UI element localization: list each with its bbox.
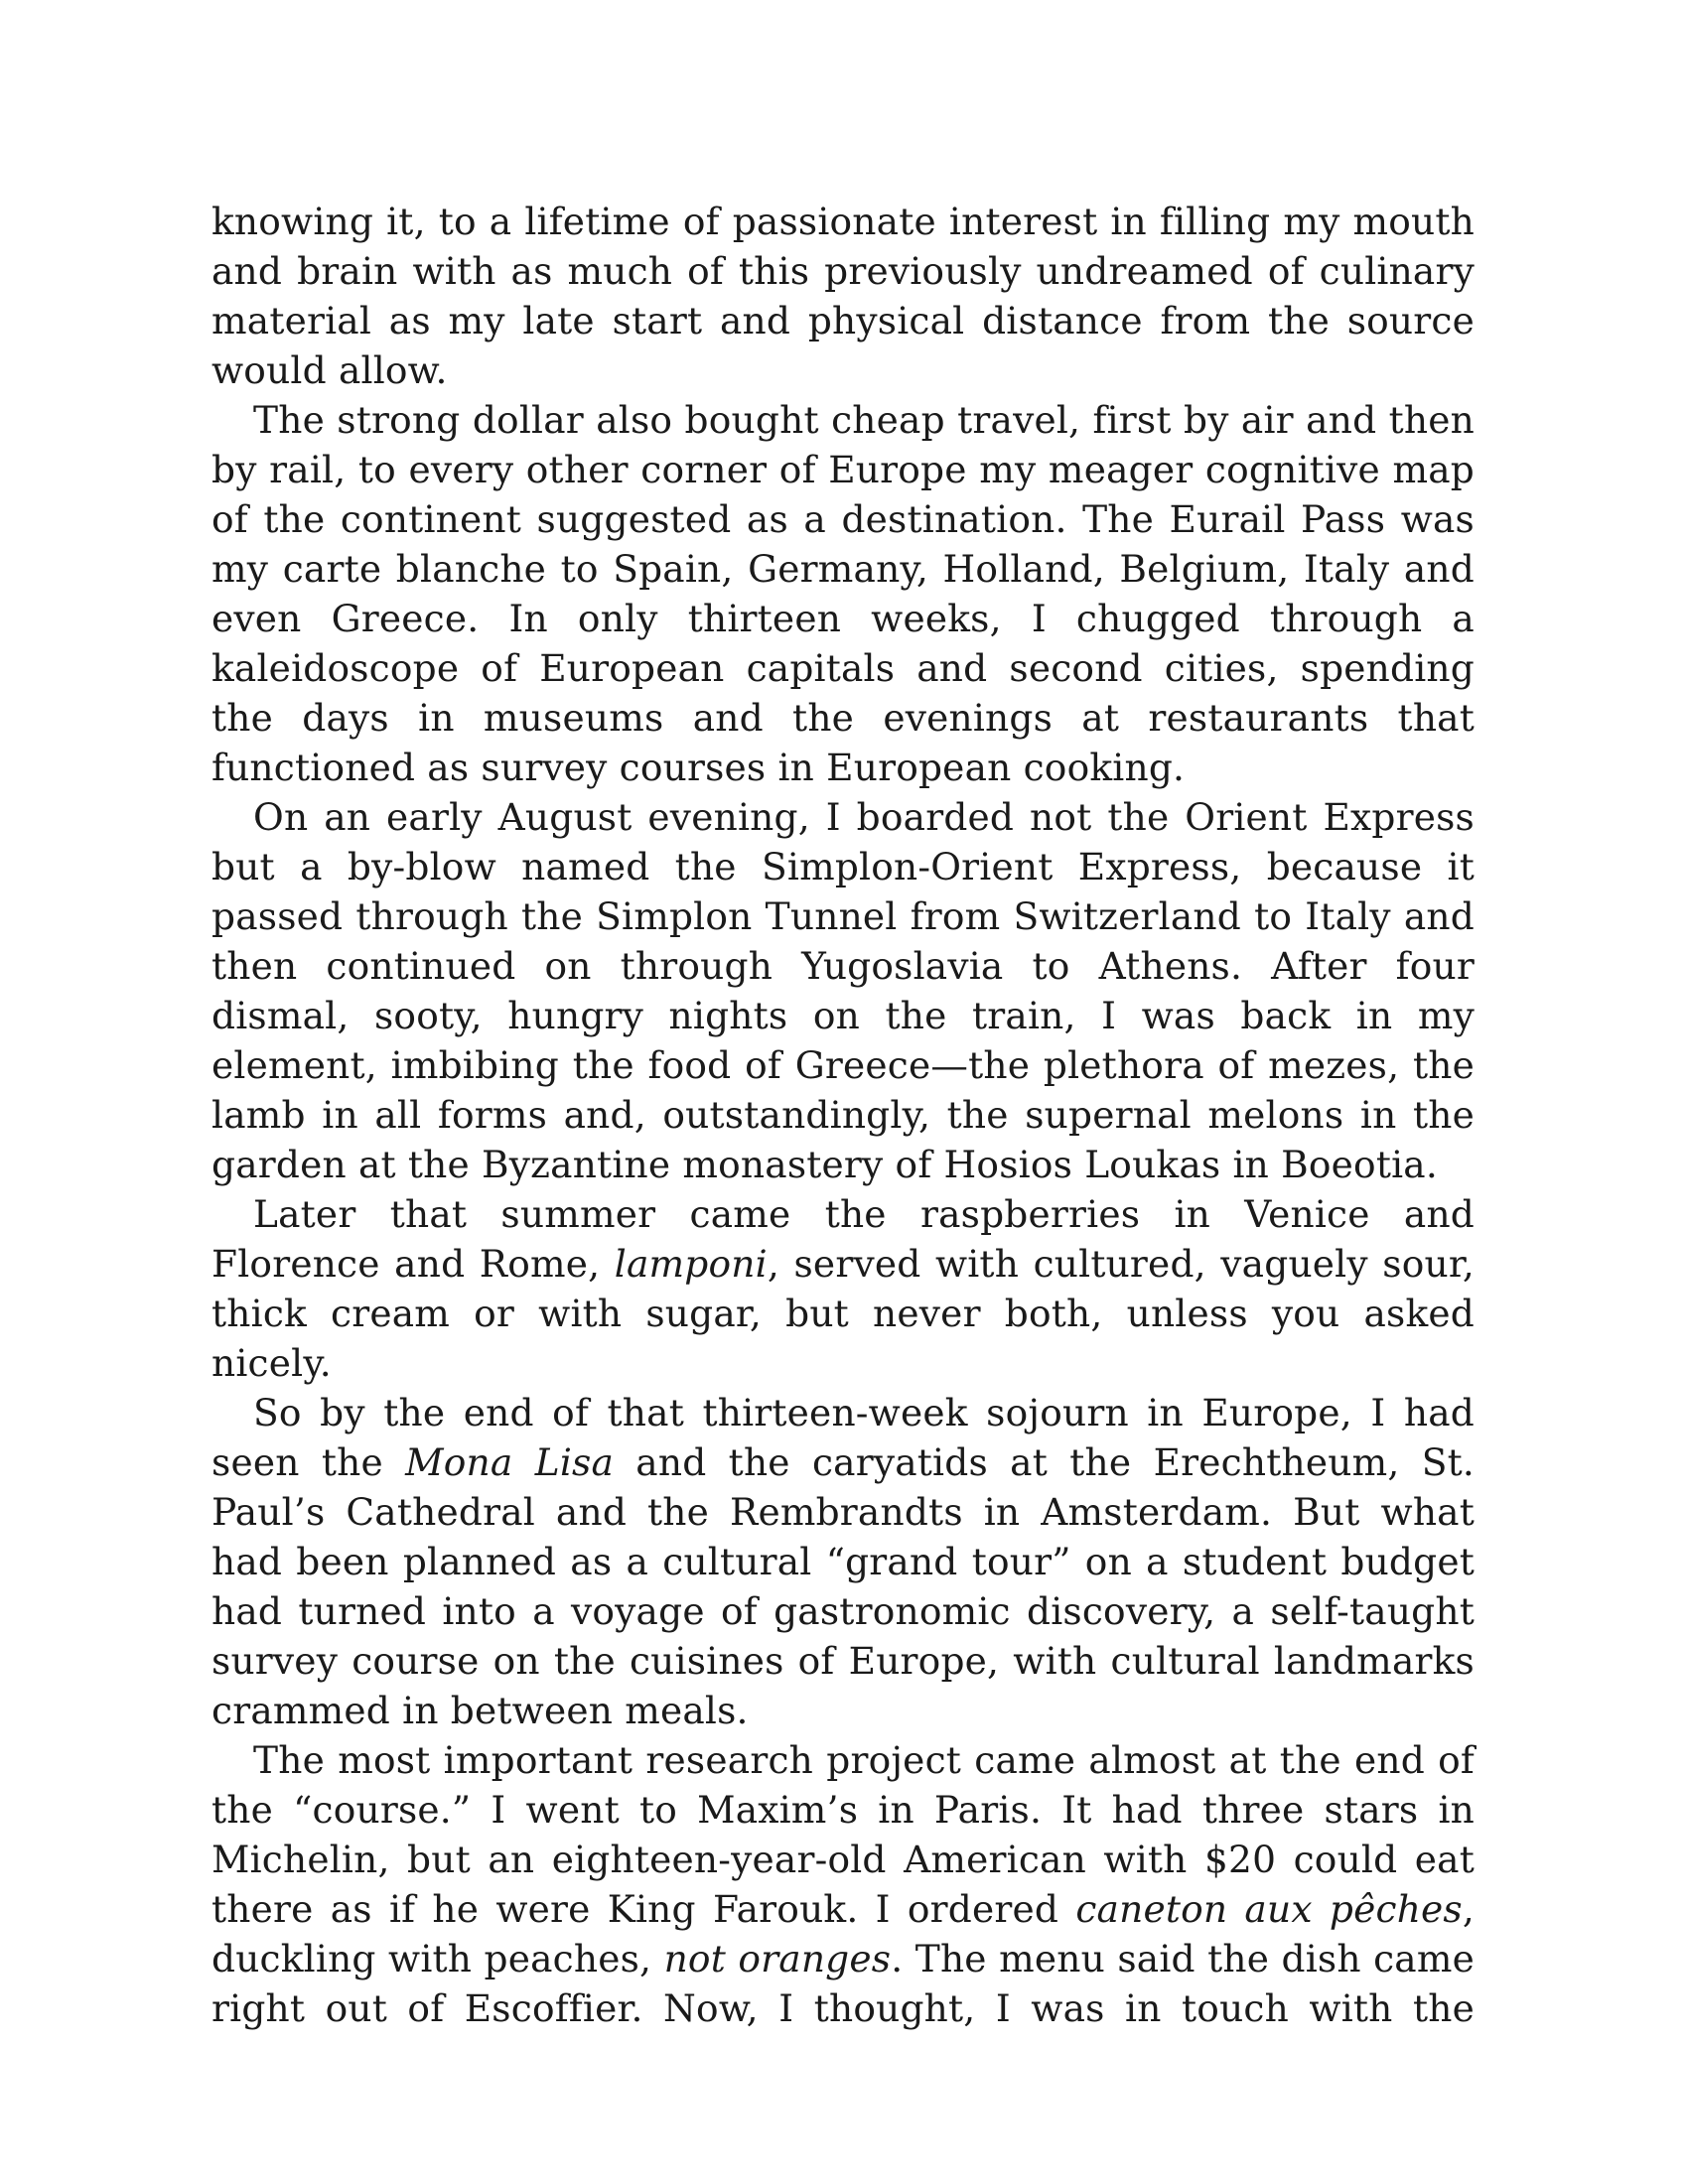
text-run: and the caryatids at the Erechtheum, St. Paul’s Cathedral and the Rembrandts in Amsterdam. But what had been planned as a cultural “grand tour” on a student budget had turned into a voyage of gastronomic discovery, a self-taught survey course on the cuisines of Europe, with cultural landmarks crammed in between meals. xyxy=(211,1440,1476,1732)
text-run: On an early August evening, I boarded not the Orient Express but a by-blow named the Simplon-Orient Express, because it passed through the Simplon Tunnel from Switzerland to Italy and then continued on through Yugoslavia to Athens. After four dismal, sooty, hungry nights on the train, I was back in my element, imbibing the food of Greece—the plethora of mezes, the lamb in all forms and, outstandingly, the supernal melons in the garden at the Byzantine monastery of Hosios Loukas in Boeotia. xyxy=(211,795,1475,1186)
body-paragraph xyxy=(211,792,1475,1189)
body-paragraph xyxy=(211,197,1475,395)
text-run: , duckling with peaches, xyxy=(211,1887,1476,1980)
text-run: Later that summer came the raspberries in Venice and Florence and Rome, xyxy=(211,1192,1475,1286)
text-run: The strong dollar also bought cheap travel, first by air and then by rail, to every other corner of Europe my meager cognitive map of the continent suggested as a destination. The Eurail Pass was my carte blanche to Spain, Germany, Holland, Belgium, Italy and even Greece. In only thirteen weeks, I chugged through a kaleidoscope of European capitals and second cities, spending the days in museums and the evenings at restaurants that functioned as survey courses in European cooking. xyxy=(211,398,1475,789)
text-run: . The menu said the dish came right out of Escoffier. Now, I thought, I was in touch with the xyxy=(211,1937,1476,2030)
body-paragraph xyxy=(211,1388,1475,1735)
italic-text-run: not oranges xyxy=(663,1937,892,1980)
italic-text-run: caneton aux pêches xyxy=(1075,1887,1463,1931)
text-run: The most important research project came almost at the end of the “course.” I went to Maxim’s in Paris. It had three stars in Michelin, but an eighteen-year-old American with $20 could eat there as if he were King Farouk. I ordered xyxy=(211,1738,1475,1931)
text-run: So by the end of that thirteen-week sojourn in Europe, I had seen the xyxy=(211,1391,1475,1484)
italic-text-run: lamponi xyxy=(614,1242,768,1286)
text-run: , served with cultured, vaguely sour, thick cream or with sugar, but never both, unless you asked nicely. xyxy=(211,1242,1475,1385)
text-run: knowing it, to a lifetime of passionate interest in filling my mouth and brain with as much of this previously undreamed of culinary material as my late start and physical distance from the source would allow. xyxy=(211,200,1475,392)
italic-text-run: Mona Lisa xyxy=(405,1440,615,1484)
body-paragraph xyxy=(211,1735,1475,2033)
page-text-block xyxy=(211,197,1475,2033)
body-paragraph xyxy=(211,395,1475,792)
body-paragraph xyxy=(211,1189,1475,1388)
